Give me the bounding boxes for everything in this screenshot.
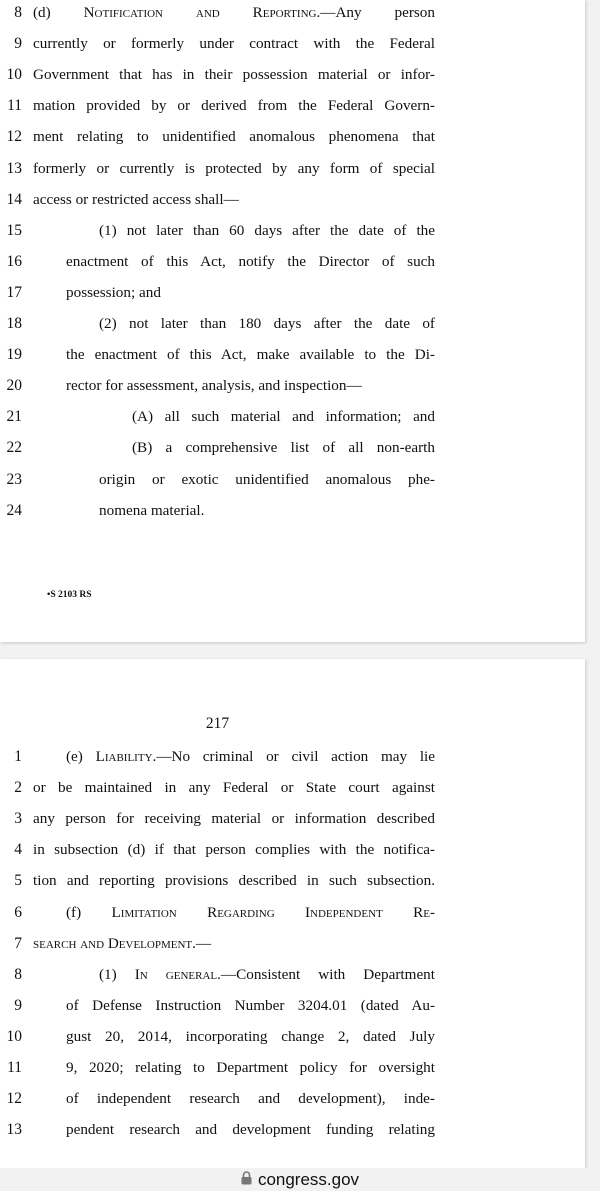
line-text	[33, 870, 435, 892]
document-line	[0, 251, 585, 282]
document-line	[0, 1026, 585, 1057]
text-run: (A) all such material and information; and	[132, 408, 435, 426]
text-run: possession; and	[66, 283, 161, 301]
line-text	[99, 313, 435, 335]
line-number: 17	[6, 283, 22, 301]
line-text	[33, 33, 435, 55]
line-number: 23	[6, 470, 22, 488]
document-line	[0, 746, 585, 777]
line-text	[99, 469, 435, 491]
line-text	[33, 189, 435, 211]
lock-icon	[241, 1171, 252, 1190]
line-text	[66, 995, 435, 1017]
section-heading-text: Notification and Reporting	[83, 4, 317, 21]
line-text	[33, 808, 435, 830]
document-line	[0, 933, 585, 964]
text-run: access or restricted access shall—	[33, 190, 239, 208]
line-number: 8	[14, 965, 22, 983]
line-text	[66, 746, 435, 768]
document-line	[0, 500, 585, 531]
text-run: (B) a comprehensive list of all non-earth	[132, 439, 435, 457]
line-number: 10	[6, 66, 22, 84]
text-run: gust 20, 2014, incorporating change 2, dated July	[66, 1027, 435, 1045]
line-text	[33, 933, 435, 955]
document-line	[0, 126, 585, 157]
line-number: 11	[7, 97, 22, 115]
line-number: 19	[6, 346, 22, 364]
line-number: 12	[6, 128, 22, 146]
section-heading-text: Limitation Regarding Independent Re-	[111, 903, 435, 921]
line-text	[99, 220, 435, 242]
line-number: 6	[14, 903, 22, 921]
document-line	[0, 437, 585, 468]
text-run: any person for receiving material or information described	[33, 810, 435, 828]
text-run: or be maintained in any Federal or State court against	[33, 779, 435, 797]
line-text	[66, 1119, 435, 1141]
document-line	[0, 870, 585, 901]
line-number: 9	[14, 35, 22, 53]
url-text[interactable]: congress.gov	[257, 1170, 360, 1189]
text-run: (d)	[33, 4, 84, 21]
line-text	[99, 964, 435, 986]
line-number: 4	[14, 841, 22, 859]
text-run: tion and reporting provisions described in such subsection.	[33, 872, 435, 890]
line-text	[66, 1057, 435, 1079]
line-text	[33, 64, 435, 86]
browser-address-bar[interactable]	[0, 1168, 600, 1191]
text-run: nomena material.	[99, 501, 205, 519]
bill-reference: •S 2103 RS	[47, 590, 92, 600]
line-text	[132, 406, 435, 428]
text-run: (1)	[99, 965, 135, 983]
text-run: origin or exotic unidentified anomalous phe-	[99, 470, 435, 488]
text-run: (e)	[66, 748, 96, 765]
text-run: (2) not later than 180 days after the date of	[99, 315, 435, 332]
document-line	[0, 808, 585, 839]
line-number: 13	[6, 159, 22, 177]
document-line	[0, 995, 585, 1026]
line-text	[99, 500, 435, 522]
text-run: ment relating to unidentified anomalous phenomena that	[33, 128, 435, 146]
line-number: 1	[14, 748, 22, 765]
document-line	[0, 33, 585, 64]
text-run: enactment of this Act, notify the Director of such	[66, 252, 435, 270]
line-text	[66, 282, 435, 304]
line-text	[66, 902, 435, 924]
line-number: 5	[14, 872, 22, 890]
text-run: mation provided by or derived from the Federal Govern-	[33, 97, 435, 115]
document-line	[0, 344, 585, 375]
section-heading-text: In general	[134, 965, 218, 983]
text-run: in subsection (d) if that person complies with the notifica-	[33, 841, 435, 859]
text-run: rector for assessment, analysis, and inspection—	[66, 377, 362, 395]
line-text	[33, 158, 435, 180]
line-number: 14	[6, 190, 22, 208]
line-number: 15	[6, 221, 22, 239]
text-run: 9, 2020; relating to Department policy for oversight	[66, 1059, 435, 1076]
text-run: currently or formerly under contract with the Federal	[33, 35, 435, 53]
text-run: the enactment of this Act, make available to the Di-	[66, 346, 435, 364]
line-text	[33, 2, 435, 24]
line-number: 2	[14, 779, 22, 797]
line-number: 22	[6, 439, 22, 457]
text-run: .—Any person	[316, 4, 435, 21]
document-line	[0, 902, 585, 933]
line-text	[66, 1026, 435, 1048]
document-line	[0, 964, 585, 995]
line-number: 16	[6, 252, 22, 270]
document-line	[0, 282, 585, 313]
line-text	[66, 344, 435, 366]
document-line	[0, 375, 585, 406]
line-text	[66, 375, 435, 397]
line-text	[132, 437, 435, 459]
line-number: 21	[6, 408, 22, 426]
line-number: 7	[14, 934, 22, 952]
text-run: pendent research and development funding relating	[66, 1121, 435, 1139]
line-number: 24	[6, 501, 22, 519]
line-number: 11	[7, 1059, 22, 1076]
line-number: 18	[6, 315, 22, 332]
page-number: 217	[205, 715, 230, 732]
section-heading-text: Liability	[95, 748, 153, 765]
text-run: of independent research and development), inde-	[66, 1090, 435, 1108]
document-line	[0, 406, 585, 437]
line-text	[33, 777, 435, 799]
line-text	[66, 1088, 435, 1110]
line-text	[33, 126, 435, 148]
line-text	[66, 251, 435, 273]
document-line	[0, 189, 585, 220]
text-run: (f)	[66, 903, 112, 921]
line-text	[33, 95, 435, 117]
line-number: 12	[6, 1090, 22, 1108]
document-line	[0, 1057, 585, 1088]
document-line	[0, 1088, 585, 1119]
document-line	[0, 839, 585, 870]
text-run: .—No criminal or civil action may lie	[152, 748, 436, 765]
line-number: 20	[6, 377, 22, 395]
document-page-2	[0, 659, 585, 1168]
document-line	[0, 158, 585, 189]
text-run: of Defense Instruction Number 3204.01 (dated Au-	[66, 996, 435, 1014]
line-number: 8	[14, 4, 22, 21]
line-number: 10	[6, 1027, 22, 1045]
text-run: .—Consistent with Department	[217, 965, 436, 983]
document-line	[0, 313, 585, 344]
text-run: (1) not later than 60 days after the date of the	[99, 221, 435, 239]
line-number: 3	[14, 810, 22, 828]
document-line	[0, 2, 585, 33]
line-text	[33, 839, 435, 861]
text-run: Government that has in their possession material or infor-	[33, 66, 435, 84]
text-run: .—	[192, 934, 212, 952]
document-line	[0, 220, 585, 251]
document-line	[0, 95, 585, 126]
text-run: formerly or currently is protected by any form of special	[33, 159, 435, 177]
document-line	[0, 64, 585, 95]
document-line	[0, 1119, 585, 1150]
line-number: 13	[6, 1121, 22, 1139]
line-number: 9	[14, 996, 22, 1014]
section-heading-text: search and Development	[33, 934, 193, 952]
document-line	[0, 469, 585, 500]
document-line	[0, 777, 585, 808]
